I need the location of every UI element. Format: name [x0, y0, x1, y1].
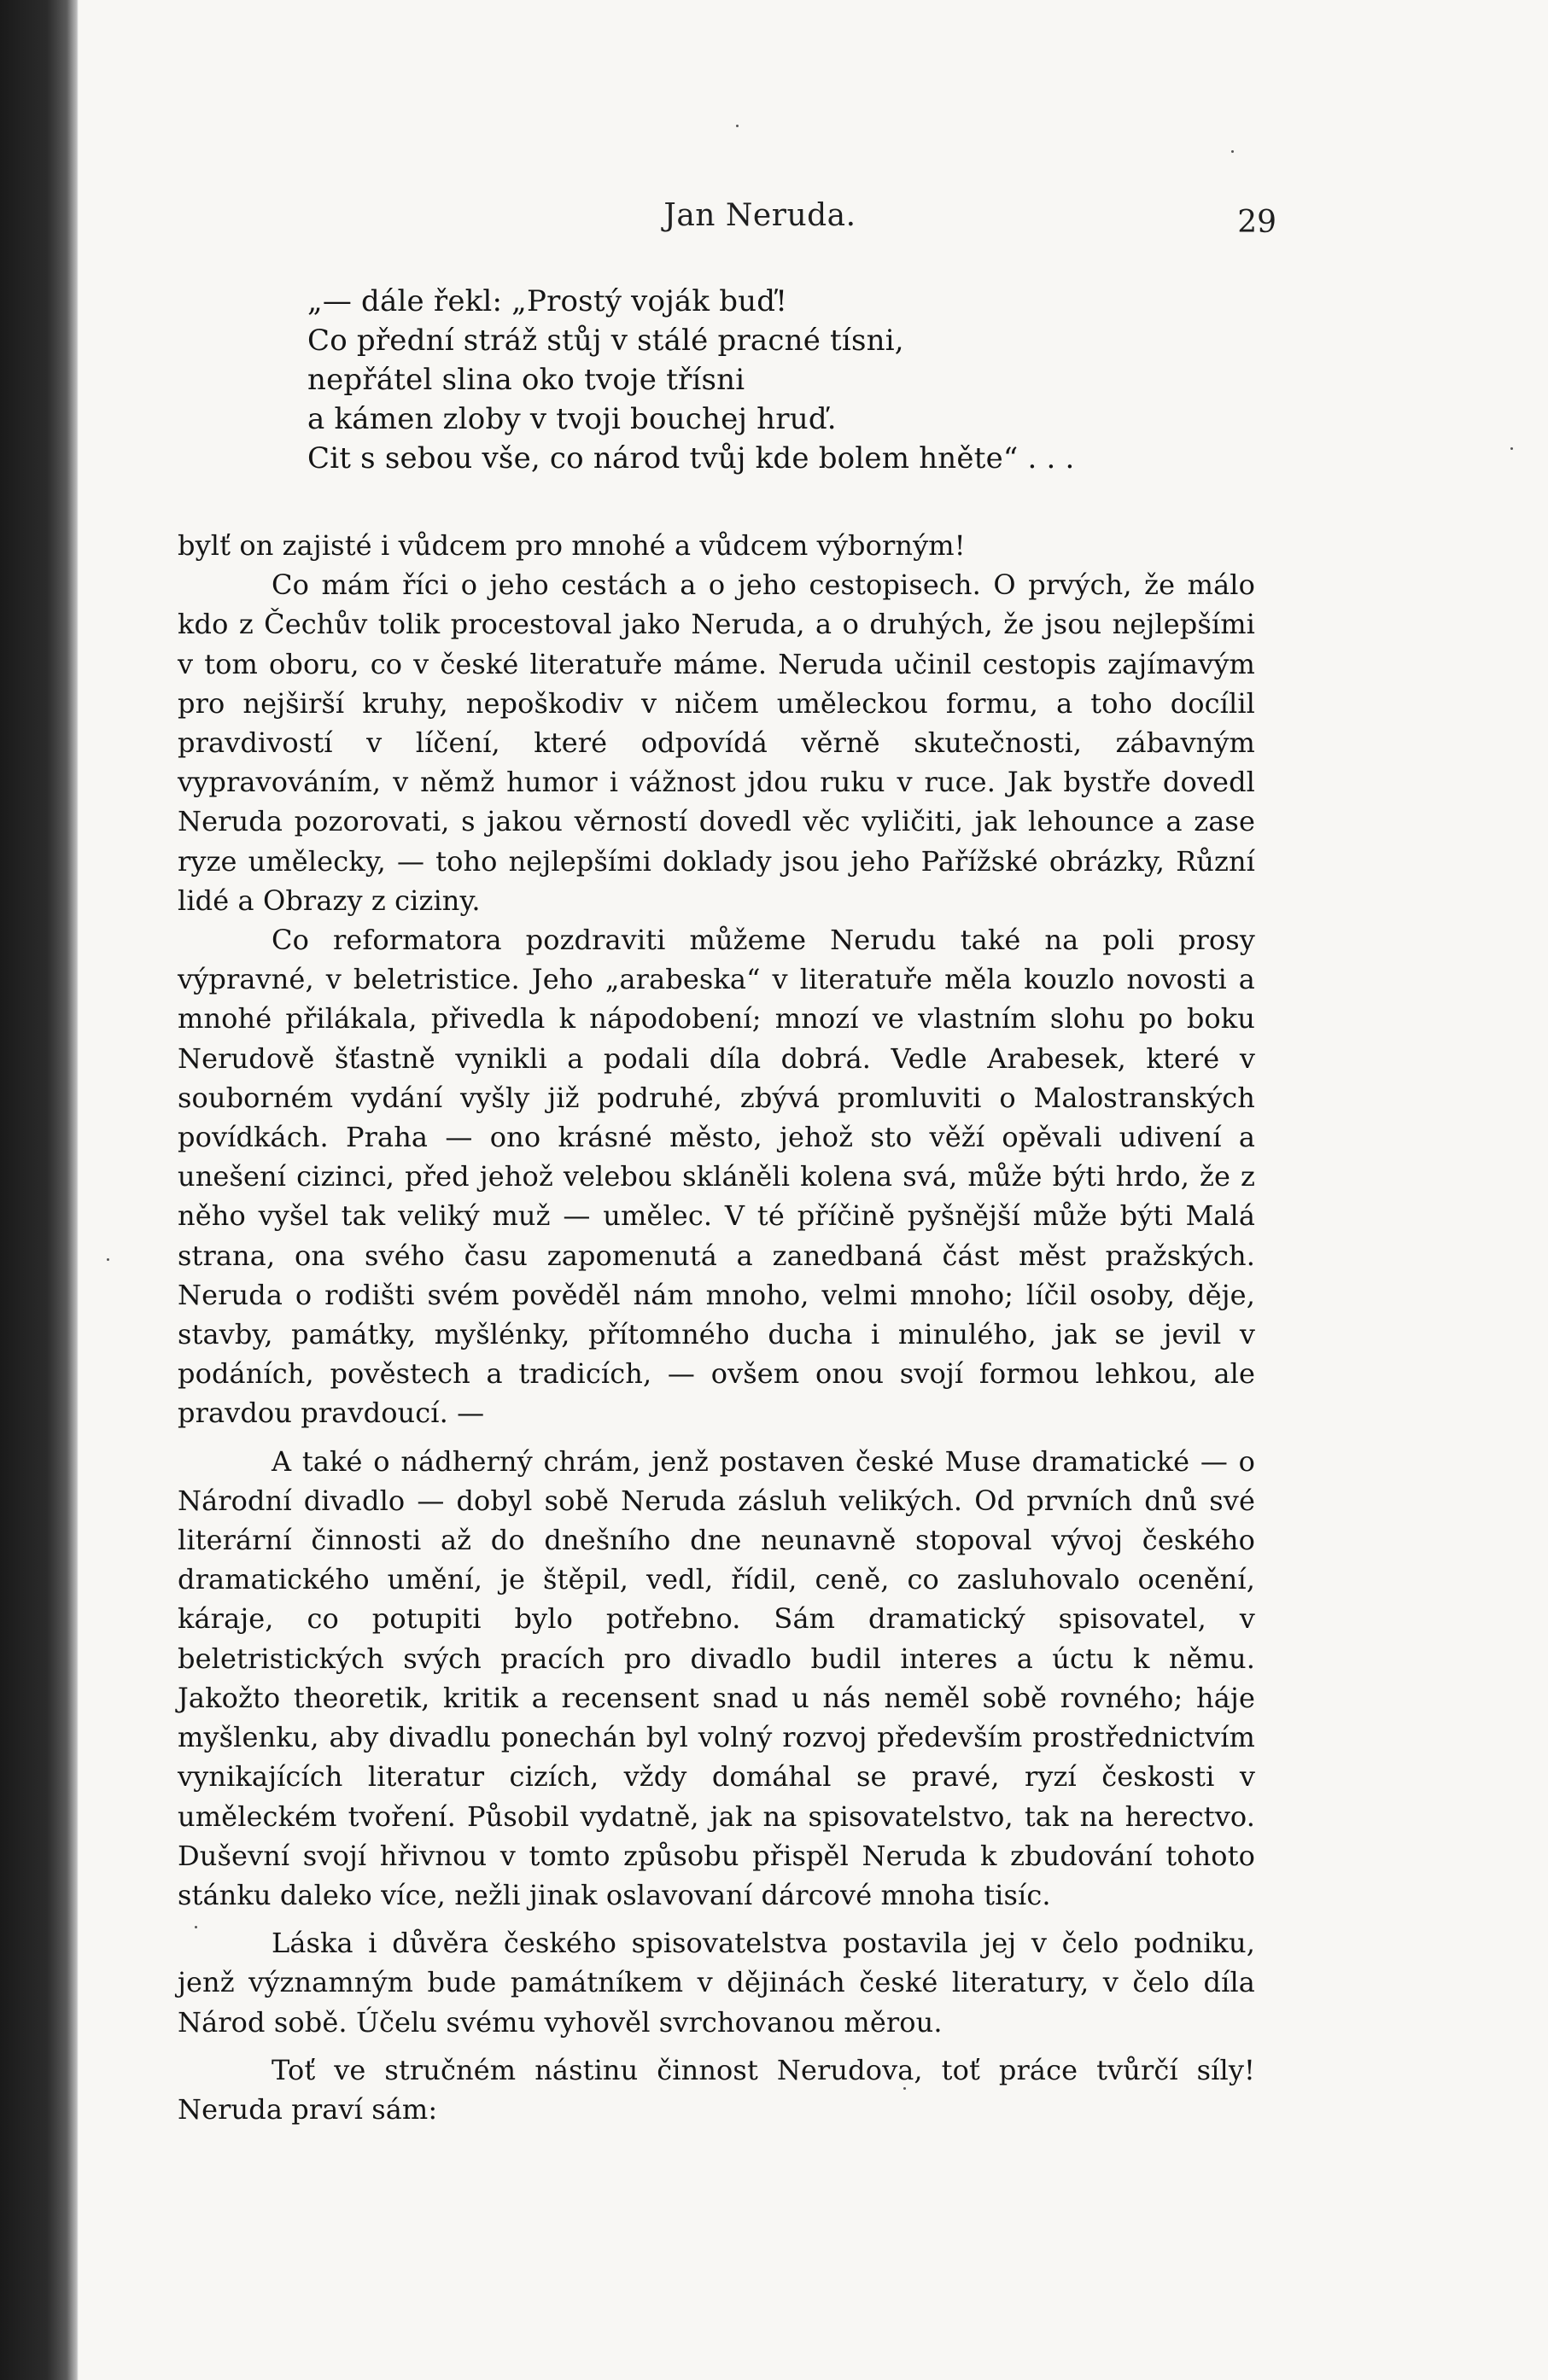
- paper-speck: [1231, 150, 1234, 153]
- paragraph: Toť ve stručném nástinu činnost Nerudova, toť práce tvůrčí síly! Neruda praví sám:: [178, 2053, 1255, 2126]
- running-title: Jan Neruda.: [663, 198, 856, 233]
- paragraph-gap: [178, 2042, 1255, 2050]
- page-content: [178, 282, 1255, 2245]
- verse-line: „— dále řekl: „Prostý voják buď!: [307, 284, 788, 318]
- verse-line: a kámen zloby v tvoji bouchej hruď.: [307, 402, 837, 436]
- paragraph: bylť on zajisté i vůdcem pro mnohé a vůdcem výborným!: [178, 529, 966, 562]
- verse-line: nepřátel slina oko tvoje třísni: [307, 363, 745, 397]
- paragraph: A také o nádherný chrám, jenž postaven české Muse dramatické — o Národní divadlo — dobyl sobě Neruda zásluh velikých. Od prvních dnů své literární činnosti až do dnešního dne neunavně stopoval vývoj českého dramatického umění, je štěpil, vedl, řídil, ceně, co zasluhovalo ocenění, káraje, co potupiti bylo potřebno. Sám dramatický spisovatel, v beletristických svých pracích pro divadlo budil interes a úctu k němu. Jakožto theoretik, kritik a recensent snad u nás neměl sobě rovného; háje myšlenku, aby divadlu ponechán byl volný rozvoj především prostřednictvím vynikajících literatur cizích, vždy domáhal se pravé, ryzí českosti v uměleckém tvoření. Působil vydatně, jak na spisovatelstvo, tak na herectvo. Duševní svojí hřivnou v tomto způsobu přispěl Neruda k zbudování tohoto stánku daleko více, nežli jinak oslavovaní dárcové mnoha tisíc.: [178, 1444, 1255, 1911]
- paper-speck: [107, 1258, 109, 1261]
- verse-line: Co přední stráž stůj v stálé pracné tísni,: [307, 324, 904, 358]
- verse-line: Cit s sebou vše, co národ tvůj kde bolem hněte“ . . .: [307, 441, 1075, 475]
- paper-speck: [1510, 447, 1513, 450]
- paper-speck: [903, 2087, 906, 2090]
- book-spine-shadow: [0, 0, 79, 2380]
- paragraph-gap: [178, 1433, 1255, 1442]
- paragraph: Co reformatora pozdraviti můžeme Nerudu také na poli prosy výpravné, v beletristice. Jeho „arabeska“ v literatuře měla kouzlo novosti a mnohé přilákala, přivedla k nápodobení; mnozí ve vlastním slohu po boku Nerudově šťastně vynikli a podali díla dobrá. Vedle Arabesek, které v souborném vydání vyšly již podruhé, zbývá promluviti o Malostranských povídkách. Praha — ono krásné město, jehož sto věží opěvali udivení a unešení cizinci, před jehož velebou skláněli kolena svá, může býti hrdo, že z něho vyšel tak veliký muž — umělec. V té příčině pyšnější může býti Malá strana, ona svého času zapomenutá a zanedbaná část měst pražských. Neruda o rodišti svém pověděl nám mnoho, velmi mnoho; líčil osoby, děje, stavby, památky, myšlénky, přítomného ducha i minulého, jak se jevil v podáních, pověstech a tradicích, — ovšem onou svojí formou lehkou, ale pravdou pravdoucí. —: [178, 924, 1255, 1430]
- paper-speck: [195, 1926, 197, 1928]
- paragraph: Co mám říci o jeho cestách a o jeho cestopisech. O prvých, že málo kdo z Čechův tolik procestoval jako Neruda, a o druhých, že jsou nejlepšími v tom oboru, co v české literatuře máme. Neruda učinil cestopis zajímavým pro nejširší kruhy, nepoškodiv v ničem uměleckou formu, a toho docílil pravdivostí v líčení, které odpovídá věrně skutečnosti, zábavným vypravováním, v němž humor i vážnost jdou ruku v ruce. Jak bystře dovedl Neruda pozorovati, s jakou věrností dovedl věc vyličiti, jak lehounce a zase ryze umělecky, — toho nejlepšími doklady jsou jeho Pařížské obrázky, Různí lidé a Obrazy z ciziny.: [178, 569, 1255, 917]
- verse-quotation: [307, 282, 1255, 478]
- paragraph-gap: [178, 1915, 1255, 1923]
- paragraph: Láska i důvěra českého spisovatelstva postavila jej v čelo podniku, jenž významným bude památníkem v dějinách české literatury, v čelo díla Národ sobě. Účelu svému vyhověl svrchovanou měrou.: [178, 1927, 1255, 2039]
- paper-speck: [736, 125, 739, 127]
- page-number: 29: [1237, 205, 1276, 240]
- body-text: [178, 526, 1255, 2129]
